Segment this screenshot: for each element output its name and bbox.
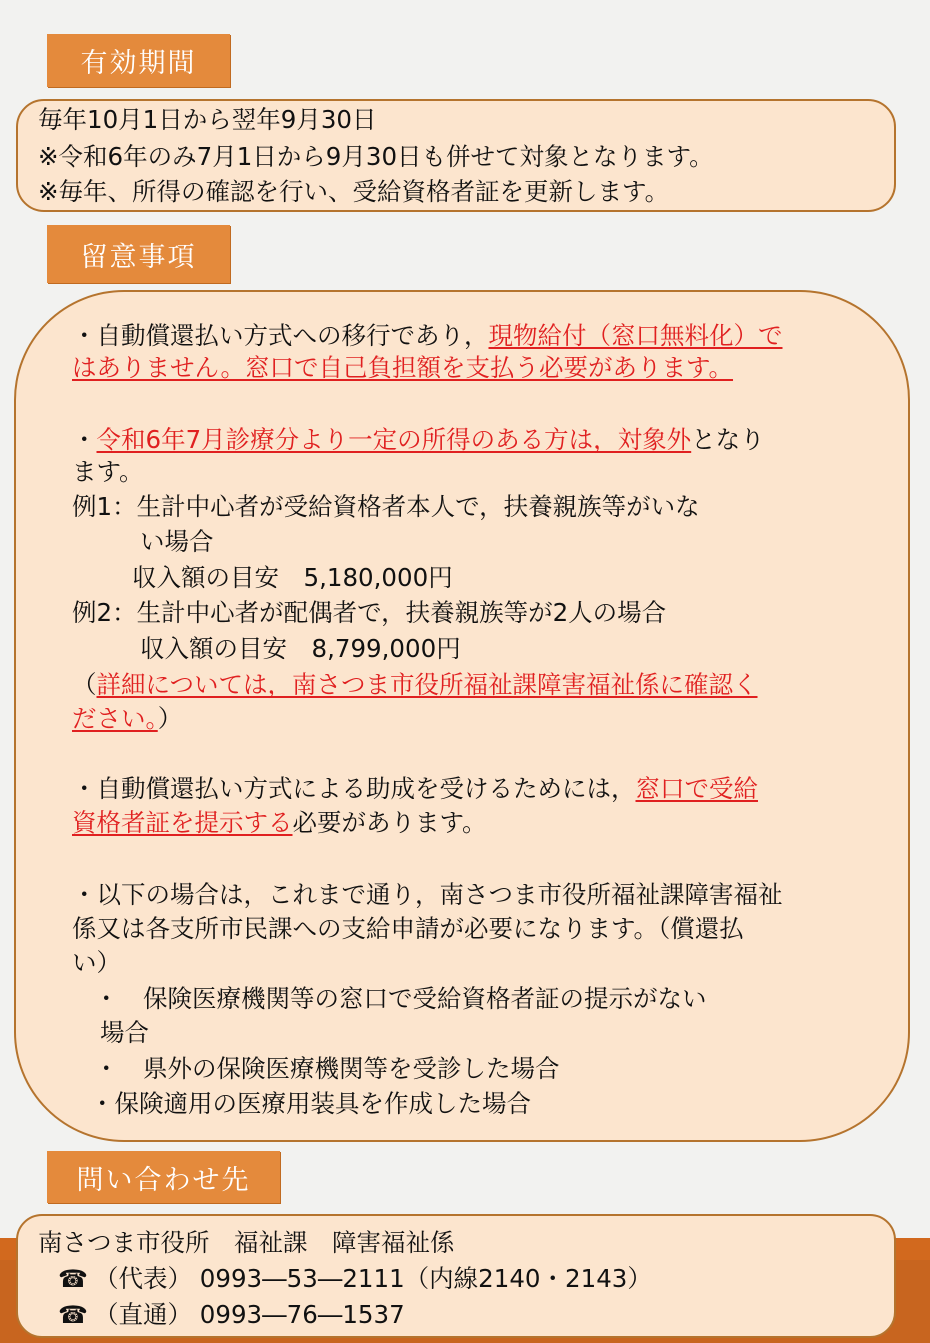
- bullet-2: ・ 県外の保険医療機関等を受診した場合: [94, 1054, 560, 1083]
- contact-office: 南さつま市役所 福祉課 障害福祉係: [38, 1228, 455, 1257]
- details-note-line-2: ださい。）: [72, 704, 183, 733]
- item1-line-2: はありません。窓口で自己負担額を支払う必要があります。: [72, 353, 734, 382]
- item2-line-2: ます。: [72, 457, 144, 486]
- period-box: [16, 99, 896, 212]
- item2-line-1: ・令和6年7月診療分より一定の所得のある方は，対象外となり: [72, 425, 765, 454]
- details-note-line-1: （詳細については，南さつま市役所福祉課障害福祉係に確認く: [72, 670, 758, 699]
- period-line-1: 毎年10月1日から翌年9月30日: [38, 105, 377, 134]
- notes-heading: 留意事項: [47, 225, 230, 283]
- item4-line-3: い）: [72, 948, 121, 977]
- item4-line-2: 係又は各支所市民課への支給申請が必要になります。（償還払: [72, 914, 744, 943]
- item3-line-1: ・自動償還払い方式による助成を受けるためには，窓口で受給: [72, 774, 758, 803]
- example2-line-1: 例2：生計中心者が配偶者で，扶養親族等が2人の場合: [72, 598, 667, 627]
- example1-income: 収入額の目安 5,180,000円: [132, 563, 453, 592]
- period-line-3: ※毎年、所得の確認を行い、受給資格者証を更新します。: [38, 177, 670, 206]
- contact-main-phone: ☎ （代表） 0993―53―2111（内線2140・2143）: [58, 1262, 652, 1296]
- contact-direct-phone: ☎ （直通） 0993―76―1537: [58, 1298, 405, 1332]
- item4-line-1: ・以下の場合は，これまで通り，南さつま市役所福祉課障害福祉: [72, 880, 783, 909]
- example2-income: 収入額の目安 8,799,000円: [140, 634, 461, 663]
- item3-line-2: 資格者証を提示する必要があります。: [72, 808, 487, 837]
- contact-heading: 問い合わせ先: [47, 1151, 280, 1203]
- example1-line-2: い場合: [140, 527, 214, 556]
- bullet-1-line-1: ・ 保険医療機関等の窓口で受給資格者証の提示がない: [94, 984, 707, 1013]
- example1-line-1: 例1：生計中心者が受給資格者本人で，扶養親族等がいな: [72, 492, 700, 521]
- period-heading: 有効期間: [47, 34, 230, 87]
- contact-box: [16, 1214, 896, 1338]
- bullet-3: ・保険適用の医療用装具を作成した場合: [90, 1089, 531, 1118]
- phone-icon: ☎: [58, 1265, 88, 1293]
- bullet-1-line-2: 場合: [100, 1018, 149, 1047]
- item1-line-1: ・自動償還払い方式への移行であり，現物給付（窓口無料化）で: [72, 321, 783, 350]
- notes-box: [14, 290, 910, 1142]
- phone-icon: ☎: [58, 1301, 88, 1329]
- period-line-2: ※令和6年のみ7月1日から9月30日も併せて対象となります。: [38, 142, 714, 171]
